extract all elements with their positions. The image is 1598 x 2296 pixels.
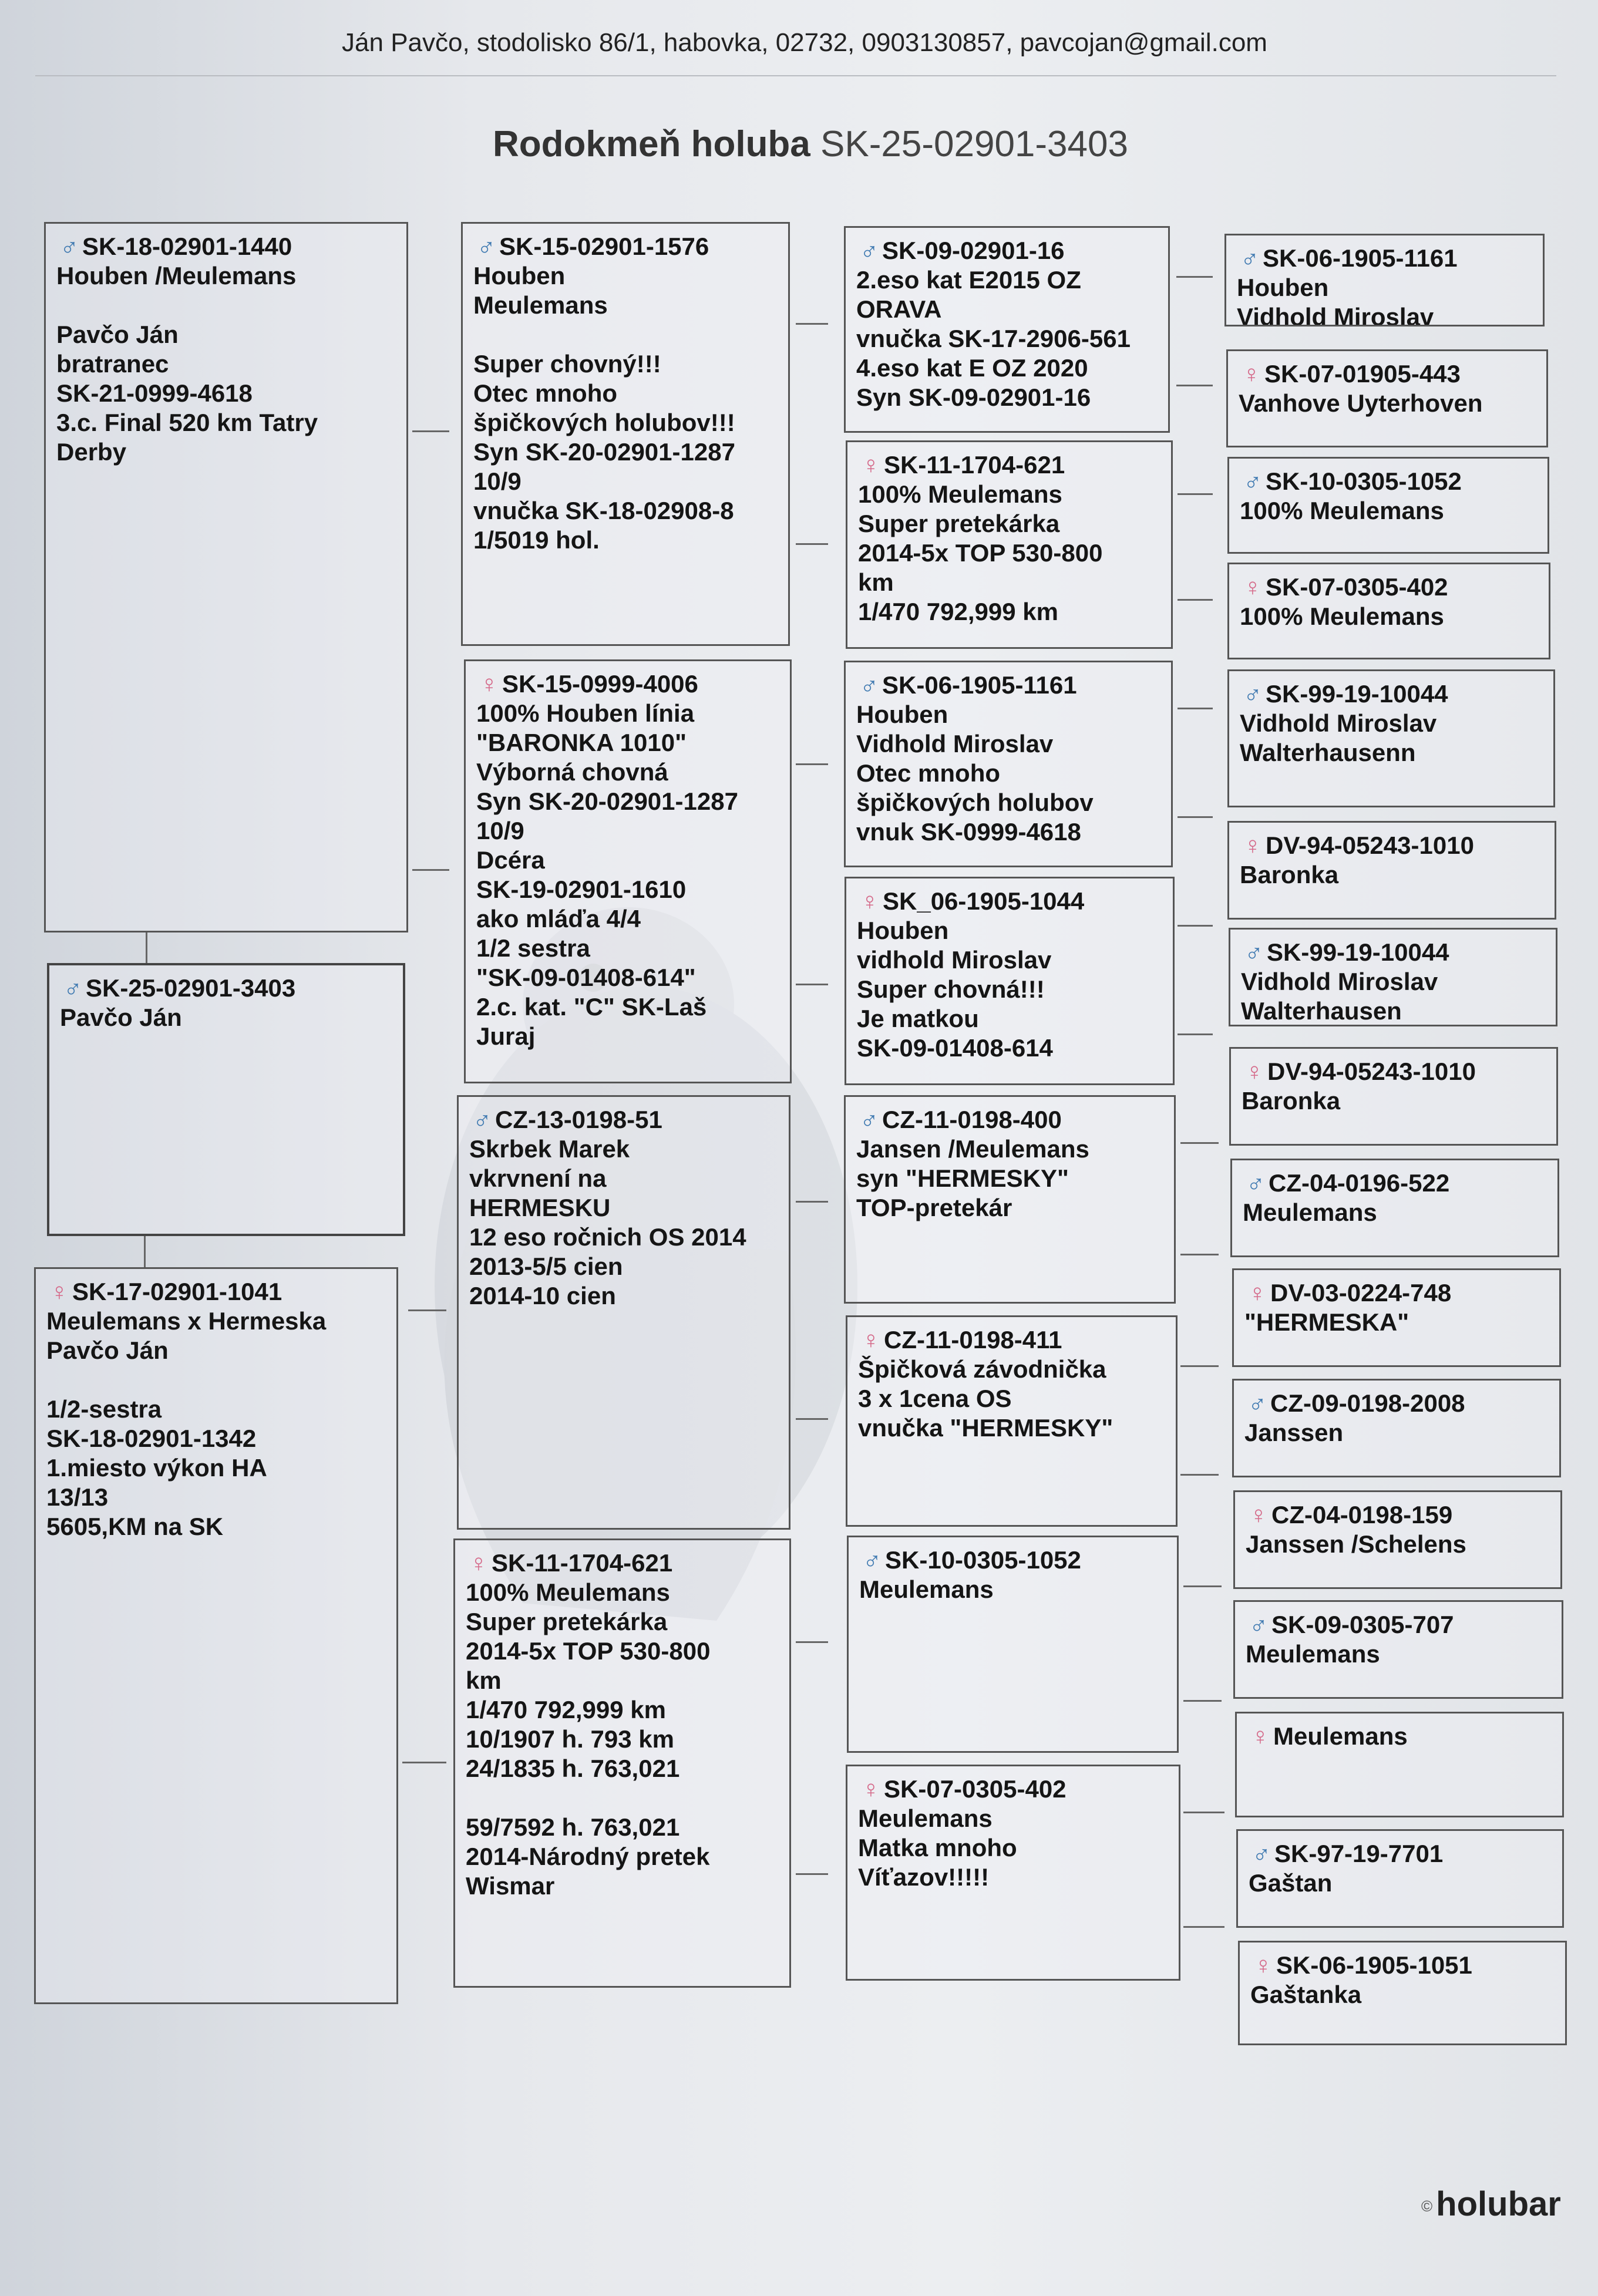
connector-line <box>1183 1812 1224 1813</box>
connector-line <box>796 984 828 985</box>
male-symbol-icon: ♂ <box>860 1106 879 1133</box>
connector-line <box>1176 385 1213 386</box>
great-grandparent-card <box>847 1536 1179 1753</box>
connector-line <box>1178 816 1213 818</box>
card-note-line <box>473 320 778 349</box>
page-title <box>317 123 1304 165</box>
ring-number: ♂ SK-09-02901-16 <box>856 236 1158 265</box>
card-note-line: 2014-5x TOP 530-800 <box>466 1637 711 1665</box>
great-grandparent-card <box>844 1095 1176 1304</box>
connector-line <box>796 543 828 545</box>
holubar-logo: © holubar <box>1421 2185 1561 2223</box>
card-note-line: Wismar <box>466 1872 555 1900</box>
card-note-line: 100% Meulemans <box>466 1578 670 1606</box>
male-symbol-icon: ♂ <box>860 671 879 699</box>
card-note-line: 2014-5x TOP 530-800 <box>858 539 1103 567</box>
connector-line <box>1183 1700 1222 1702</box>
gg-grandparent-card <box>1238 1941 1567 2045</box>
female-symbol-icon: ♀ <box>862 451 880 479</box>
male-symbol-icon: ♂ <box>477 233 496 260</box>
ring-number: ♀ DV-03-0224-748 <box>1244 1278 1549 1308</box>
ring-number: ♂ SK-99-19-10044 <box>1240 679 1543 709</box>
connector-line <box>1178 599 1213 601</box>
gg-grandparent-card <box>1226 349 1548 447</box>
female-symbol-icon: ♀ <box>1249 1501 1268 1529</box>
female-symbol-icon: ♀ <box>1243 831 1262 859</box>
card-note-line: 100% Meulemans <box>1240 602 1444 630</box>
male-symbol-icon: ♂ <box>1243 467 1262 495</box>
header-divider <box>35 75 1556 76</box>
male-symbol-icon: ♂ <box>1240 244 1259 272</box>
card-note-line: Pavčo Ján <box>56 321 179 348</box>
card-note-line: špičkových holubov!!! <box>473 409 735 436</box>
ring-number: ♂ SK-10-0305-1052 <box>859 1546 1166 1575</box>
connector-line <box>796 1201 828 1203</box>
gg-grandparent-card <box>1236 1829 1564 1928</box>
card-note-line: vnučka SK-18-02908-8 <box>473 497 734 524</box>
ring-number: ♂ CZ-11-0198-400 <box>856 1105 1163 1134</box>
connector-line <box>1178 708 1213 709</box>
card-note-line: 1/2-sestra <box>46 1395 162 1423</box>
card-note-line: Je matkou <box>857 1005 979 1032</box>
gg-grandparent-card <box>1227 457 1549 554</box>
card-note-line: Meulemans <box>1246 1640 1380 1668</box>
card-note-line: Derby <box>56 438 127 466</box>
ring-number: ♀ SK-11-1704-621 <box>466 1548 779 1578</box>
female-symbol-icon: ♀ <box>1245 1058 1264 1085</box>
gg-grandparent-card <box>1233 1490 1562 1589</box>
ring-number: ♂ SK-18-02901-1440 <box>56 232 396 261</box>
connector-line <box>1180 1474 1219 1476</box>
card-note-line: Syn SK-20-02901-1287 <box>473 438 735 466</box>
card-note-line: Špičková závodnička <box>858 1355 1106 1383</box>
card-note-line: 100% Houben línia <box>476 699 695 727</box>
female-symbol-icon: ♀ <box>862 1775 880 1803</box>
card-note-line: Houben <box>473 262 566 289</box>
connector-line <box>144 1236 146 1267</box>
card-note-line: bratranec <box>56 350 169 378</box>
card-note-line: km <box>466 1667 502 1694</box>
card-note-line: Baronka <box>1242 1087 1341 1115</box>
female-symbol-icon: ♀ <box>50 1278 69 1305</box>
breeder-contact: Ján Pavčo, stodolisko 86/1, habovka, 02732, 0903130857, pavcojan@gmail.com <box>342 28 1267 57</box>
card-note-line <box>46 1365 386 1395</box>
card-note-line: Janssen <box>1244 1419 1344 1446</box>
grandparent-card <box>461 222 790 646</box>
card-note-line: 5605,KM na SK <box>46 1513 224 1540</box>
card-note-line: Jansen /Meulemans <box>856 1135 1089 1163</box>
ring-number: ♀ CZ-04-0198-159 <box>1246 1500 1550 1530</box>
card-note-line <box>56 291 396 320</box>
ring-number: ♂ SK-15-02901-1576 <box>473 232 778 261</box>
card-note-line: km <box>858 568 894 596</box>
ring-number: ♂ SK-97-19-7701 <box>1249 1839 1552 1869</box>
card-note-line: Vidhold Miroslav <box>1237 303 1434 326</box>
card-note-line: Vidhold Miroslav <box>856 730 1054 758</box>
card-note-line: 12 eso ročnich OS 2014 <box>469 1223 746 1251</box>
gg-grandparent-card <box>1227 669 1555 807</box>
card-note-line: 100% Meulemans <box>1240 497 1444 524</box>
card-note-line: SK-19-02901-1610 <box>476 876 687 903</box>
female-symbol-icon: ♀ <box>480 670 499 698</box>
card-note-line: HERMESKU <box>469 1194 611 1221</box>
card-note-line: Super pretekárka <box>466 1608 668 1635</box>
ring-number: ♂ SK-06-1905-1161 <box>856 671 1160 700</box>
ring-number: ♀ Meulemans <box>1247 1722 1552 1751</box>
male-symbol-icon: ♂ <box>60 233 79 260</box>
ring-number: ♀ SK-07-0305-402 <box>1240 573 1538 602</box>
card-note-line: syn "HERMESKY" <box>856 1164 1069 1192</box>
gg-grandparent-card <box>1229 928 1557 1026</box>
connector-line <box>796 763 828 765</box>
female-symbol-icon: ♀ <box>860 887 879 915</box>
grandparent-card <box>453 1538 791 1988</box>
title-ring: SK-25-02901-3403 <box>820 124 1128 164</box>
connector-line <box>1180 1142 1219 1144</box>
connector-line <box>412 869 449 871</box>
card-note-line: Baronka <box>1240 861 1339 888</box>
card-note-line: Juraj <box>476 1022 536 1050</box>
ring-number: ♂ SK-06-1905-1161 <box>1237 244 1532 273</box>
gg-grandparent-card <box>1224 234 1545 326</box>
male-symbol-icon: ♂ <box>863 1546 882 1574</box>
card-note-line: Otec mnoho <box>473 379 618 407</box>
card-note-line: 3.c. Final 520 km Tatry <box>56 409 318 436</box>
card-note-line: 10/9 <box>476 817 524 844</box>
card-note-line: 100% Meulemans <box>858 480 1062 508</box>
card-note-line: 2014-10 cien <box>469 1282 616 1309</box>
grandparent-card <box>464 659 792 1083</box>
male-symbol-icon: ♂ <box>860 237 879 264</box>
card-note-line: Super chovný!!! <box>473 350 661 378</box>
ring-number: ♀ CZ-11-0198-411 <box>858 1325 1165 1355</box>
gg-grandparent-card <box>1230 1159 1559 1257</box>
card-note-line: Vanhove Uyterhoven <box>1239 389 1483 417</box>
card-note-line: Walterhausenn <box>1240 739 1416 766</box>
card-note-line: 10/9 <box>473 467 522 495</box>
card-note-line: Dcéra <box>476 846 545 874</box>
connector-line <box>1178 493 1213 495</box>
connector-line <box>412 430 449 432</box>
card-note-line: 4.eso kat E OZ 2020 <box>856 354 1088 382</box>
card-note-line: vnuk SK-0999-4618 <box>856 818 1081 846</box>
card-note-line: "BARONKA 1010" <box>476 729 687 756</box>
card-note-line: 1/470 792,999 km <box>858 598 1058 625</box>
card-note-line: 1/2 sestra <box>476 934 590 962</box>
male-symbol-icon: ♂ <box>1243 680 1262 708</box>
card-note-line: SK-21-0999-4618 <box>56 379 253 407</box>
card-note-line: Super pretekárka <box>858 510 1060 537</box>
card-note-line: Pavčo Ján <box>60 1004 182 1031</box>
card-note-line: Otec mnoho <box>856 759 1001 787</box>
parent-card <box>34 1267 398 2004</box>
connector-line <box>796 323 828 325</box>
card-note-line: 2.eso kat E2015 OZ <box>856 266 1081 294</box>
card-note-line: 2.c. kat. "C" SK-Laš <box>476 993 707 1021</box>
ring-number: ♂ SK-10-0305-1052 <box>1240 467 1537 496</box>
ring-number: ♂ CZ-04-0196-522 <box>1243 1169 1547 1198</box>
card-note-line: 59/7592 h. 763,021 <box>466 1813 680 1841</box>
ring-number: ♀ SK-11-1704-621 <box>858 450 1160 480</box>
connector-line <box>1183 1926 1224 1928</box>
parent-card <box>44 222 408 932</box>
female-symbol-icon: ♀ <box>1243 573 1262 601</box>
gg-grandparent-card <box>1232 1268 1561 1367</box>
male-symbol-icon: ♂ <box>1249 1611 1268 1638</box>
connector-line <box>1178 1033 1213 1035</box>
female-symbol-icon: ♀ <box>469 1549 488 1577</box>
card-note-line: Matka mnoho <box>858 1834 1017 1861</box>
connector-line <box>1180 1365 1219 1367</box>
card-note-line: Vidhold Miroslav <box>1240 709 1437 737</box>
card-note-line: TOP-pretekár <box>856 1194 1012 1221</box>
female-symbol-icon: ♀ <box>862 1326 880 1354</box>
gg-grandparent-card <box>1233 1600 1563 1699</box>
gg-grandparent-card <box>1235 1712 1564 1817</box>
card-note-line: Pavčo Ján <box>46 1336 169 1364</box>
card-note-line: 1/5019 hol. <box>473 526 600 554</box>
ring-number: ♂ CZ-13-0198-51 <box>469 1105 778 1134</box>
gg-grandparent-card <box>1229 1047 1558 1146</box>
card-note-line: Houben /Meulemans <box>56 262 297 289</box>
great-grandparent-card <box>846 1315 1178 1527</box>
ring-number: ♀ SK-15-0999-4006 <box>476 669 779 699</box>
card-note-line: Meulemans x Hermeska <box>46 1307 327 1335</box>
card-note-line: 1.miesto výkon HA <box>46 1454 267 1482</box>
ring-number: ♀ SK-17-02901-1041 <box>46 1277 386 1307</box>
card-note-line: Walterhausen <box>1241 997 1402 1025</box>
gg-grandparent-card <box>1227 563 1550 659</box>
ring-number: ♀ SK-07-01905-443 <box>1239 359 1536 389</box>
great-grandparent-card <box>845 877 1175 1085</box>
male-symbol-icon: ♂ <box>63 974 82 1002</box>
card-note-line: vnučka SK-17-2906-561 <box>856 325 1131 352</box>
card-note-line: SK-18-02901-1342 <box>46 1425 257 1452</box>
card-note-line: vnučka "HERMESKY" <box>858 1414 1113 1442</box>
ring-number: ♂ SK-99-19-10044 <box>1241 938 1545 967</box>
card-note-line: Houben <box>856 701 948 728</box>
female-symbol-icon: ♀ <box>1251 1722 1270 1750</box>
ring-number: ♀ SK-07-0305-402 <box>858 1775 1168 1804</box>
female-symbol-icon: ♀ <box>1242 360 1261 388</box>
connector-line <box>1183 1585 1222 1587</box>
card-note-line: 10/1907 h. 793 km <box>466 1725 674 1753</box>
card-note-line: 13/13 <box>46 1483 109 1511</box>
great-grandparent-card <box>844 661 1173 867</box>
female-symbol-icon: ♀ <box>1248 1279 1267 1307</box>
ring-number: ♂ SK-25-02901-3403 <box>60 974 392 1003</box>
ring-number: ♀ DV-94-05243-1010 <box>1240 831 1544 860</box>
card-note-line: Houben <box>857 917 949 944</box>
card-note-line: Meulemans <box>858 1805 993 1832</box>
card-note-line: špičkových holubov <box>856 789 1094 816</box>
ring-number: ♀ DV-94-05243-1010 <box>1242 1057 1546 1086</box>
card-note-line: "HERMESKA" <box>1244 1308 1409 1336</box>
male-symbol-icon: ♂ <box>1248 1389 1267 1417</box>
connector-line <box>796 1418 828 1420</box>
card-note-line: ako mláďa 4/4 <box>476 905 641 932</box>
card-note-line: Syn SK-20-02901-1287 <box>476 787 738 815</box>
card-note-line: vidhold Miroslav <box>857 946 1052 974</box>
connector-line <box>796 1641 828 1643</box>
card-note-line: Gaštanka <box>1250 1981 1362 2008</box>
grandparent-card <box>457 1095 790 1530</box>
connector-line <box>1178 925 1213 927</box>
connector-line <box>1180 1254 1219 1255</box>
card-note-line: vkrvnení na <box>469 1164 607 1192</box>
connector-line <box>146 932 147 963</box>
card-note-line: Vidhold Miroslav <box>1241 968 1438 995</box>
gg-grandparent-card <box>1227 821 1556 920</box>
card-note-line: Skrbek Marek <box>469 1135 630 1163</box>
ring-number: ♂ SK-09-0305-707 <box>1246 1610 1551 1639</box>
male-symbol-icon: ♂ <box>1246 1169 1265 1197</box>
card-note-line: 2014-Národný pretek <box>466 1843 710 1870</box>
connector-line <box>1176 276 1213 278</box>
card-note-line: Víťazov!!!!! <box>858 1863 990 1891</box>
card-note-line: 1/470 792,999 km <box>466 1696 666 1723</box>
great-grandparent-card <box>844 226 1170 433</box>
male-symbol-icon: ♂ <box>473 1106 492 1133</box>
card-note-line: Meulemans <box>859 1575 994 1603</box>
card-note-line: Meulemans <box>1243 1199 1377 1226</box>
card-note-line <box>466 1783 779 1813</box>
card-note-line: Super chovná!!! <box>857 975 1045 1003</box>
ring-number: ♂ CZ-09-0198-2008 <box>1244 1389 1549 1418</box>
title-prefix: Rodokmeň holuba <box>493 124 810 164</box>
card-note-line: Syn SK-09-02901-16 <box>856 383 1091 411</box>
great-grandparent-card <box>846 440 1173 649</box>
connector-line <box>408 1309 446 1311</box>
card-note-line: SK-09-01408-614 <box>857 1034 1053 1062</box>
card-note-line: "SK-09-01408-614" <box>476 964 696 991</box>
great-grandparent-card <box>846 1765 1180 1981</box>
gg-grandparent-card <box>1232 1379 1561 1477</box>
card-note-line: 2013-5/5 cien <box>469 1253 623 1280</box>
card-note-line: ORAVA <box>856 295 942 323</box>
subject-card <box>47 963 405 1236</box>
ring-number: ♀ SK-06-1905-1051 <box>1250 1951 1555 1980</box>
card-note-line: Meulemans <box>473 291 608 319</box>
card-note-line: Houben <box>1237 274 1329 301</box>
connector-line <box>402 1762 446 1763</box>
card-note-line: Výborná chovná <box>476 758 668 786</box>
card-note-line: Janssen /Schelens <box>1246 1530 1466 1558</box>
male-symbol-icon: ♂ <box>1244 938 1263 966</box>
connector-line <box>796 1873 828 1875</box>
ring-number: ♀ SK_06-1905-1044 <box>857 887 1162 916</box>
card-note-line: 3 x 1cena OS <box>858 1385 1012 1412</box>
card-note-line: Gaštan <box>1249 1869 1333 1897</box>
female-symbol-icon: ♀ <box>1254 1951 1273 1979</box>
male-symbol-icon: ♂ <box>1252 1840 1271 1867</box>
card-note-line: 24/1835 h. 763,021 <box>466 1755 680 1782</box>
